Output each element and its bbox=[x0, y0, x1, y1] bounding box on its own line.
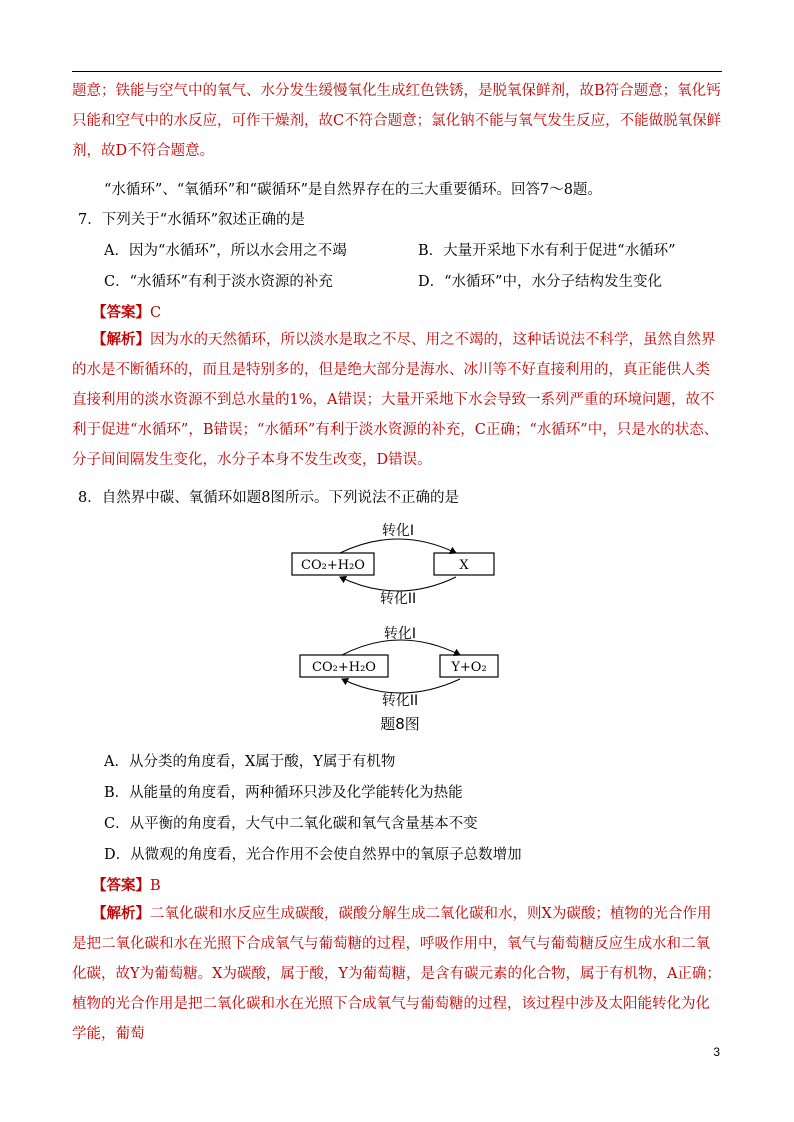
q8-stem: 8．自然界中碳、氧循环如题8图所示。下列说法不正确的是 bbox=[78, 490, 459, 506]
q7-option-d: D．“水循环”中，水分子结构发生变化 bbox=[418, 274, 662, 290]
top-right-box-label: X bbox=[459, 558, 469, 573]
q7-analysis-label: 【解析】 bbox=[92, 331, 150, 348]
q8-option-c: C．从平衡的角度看，大气中二氧化碳和氧气含量基本不变 bbox=[104, 816, 478, 832]
q8-option-b: B．从能量的角度看，两种循环只涉及化学能转化为热能 bbox=[104, 785, 463, 801]
page-number: 3 bbox=[713, 1045, 720, 1059]
q7-stem: 7．下列关于“水循环”叙述正确的是 bbox=[78, 212, 306, 228]
q7-answer-label: 【答案】 bbox=[92, 304, 150, 321]
bottom-arrow-back bbox=[342, 679, 460, 693]
q8-analysis-label: 【解析】 bbox=[92, 905, 150, 922]
top-arrow-back bbox=[340, 577, 456, 591]
q7-analysis bbox=[72, 325, 722, 475]
top-left-box-label: CO₂+H₂O bbox=[301, 558, 365, 573]
bottom-left-box-label: CO₂+H₂O bbox=[312, 660, 376, 675]
cycle-diagram-svg bbox=[280, 515, 520, 740]
cycle-diagram bbox=[280, 515, 520, 740]
q7-analysis-text: 因为水的天然循环，所以淡水是取之不尽、用之不竭的，这种话说法不科学，虽然自然界的水是不断循环的，而且是特别多的，但是绝大部分是海水、冰川等不好直接利用的，真正能供人类直接利用的淡水资源不到总水量的1%，A错误；大量开采地下水会导致一系列严重的环境问题，故不利于促进“水循环”，B错误；“水循环”有利于淡水资源的补充，C正确；“水循环”中，只是水的状态、分子间间隔发生变化，水分子本身不发生改变，D错误。 bbox=[72, 332, 719, 468]
q7-option-a: A．因为“水循环”，所以水会用之不竭 bbox=[104, 243, 347, 259]
bottom-arrow-label-1: 转化I bbox=[383, 626, 417, 642]
q8-analysis-text: 二氧化碳和水反应生成碳酸，碳酸分解生成二氧化碳和水，则X为碳酸；植物的光合作用是把二氧化碳和水在光照下合成氧气与葡萄糖的过程，呼吸作用中，氧气与葡萄糖反应生成水和二氧化碳，故Y为葡萄糖。X为碳酸，属于酸，Y为葡萄糖，是含有碳元素的化合物，属于有机物，A正确；植物的光合作用是把二氧化碳和水在光照下合成氧气与葡萄糖的过程，该过程中涉及太阳能转化为化学能，葡萄 bbox=[72, 906, 721, 1042]
bottom-arrow-forward bbox=[342, 640, 460, 655]
q8-analysis bbox=[72, 899, 722, 1049]
top-arrow-forward bbox=[340, 539, 456, 553]
top-arrow-label-1: 转化I bbox=[381, 523, 415, 539]
q8-answer-label: 【答案】 bbox=[92, 877, 150, 894]
intro-text: “水循环”、“氧循环”和“碳循环”是自然界存在的三大重要循环。回答7～8题。 bbox=[104, 182, 602, 198]
q7-option-c: C．“水循环”有利于淡水资源的补充 bbox=[104, 274, 333, 290]
top-arrow-label-2: 转化II bbox=[379, 591, 417, 607]
header-rule bbox=[72, 71, 722, 72]
q8-option-d: D．从微观的角度看，光合作用不会使自然界中的氧原子总数增加 bbox=[104, 847, 522, 863]
q7-answer bbox=[92, 301, 161, 322]
q7-option-b: B．大量开采地下水有利于促进“水循环” bbox=[418, 243, 676, 259]
diagram-caption: 题8图 bbox=[380, 715, 420, 733]
q8-answer bbox=[92, 874, 161, 895]
bottom-right-box-label: Y+O₂ bbox=[451, 660, 487, 675]
q8-option-a: A．从分类的角度看，X属于酸，Y属于有机物 bbox=[104, 754, 396, 770]
q7-answer-value: C bbox=[150, 305, 162, 321]
continued-analysis: 题意；铁能与空气中的氧气、水分发生缓慢氧化生成红色铁锈，是脱氧保鲜剂，故B符合题意；氧化钙只能和空气中的水反应，可作干燥剂，故C不符合题意；氯化钠不能与氧气发生反应，不能做脱氧保鲜剂，故D不符合题意。 bbox=[72, 83, 722, 159]
bottom-arrow-label-2: 转化II bbox=[381, 693, 419, 709]
q8-answer-value: B bbox=[150, 878, 161, 894]
